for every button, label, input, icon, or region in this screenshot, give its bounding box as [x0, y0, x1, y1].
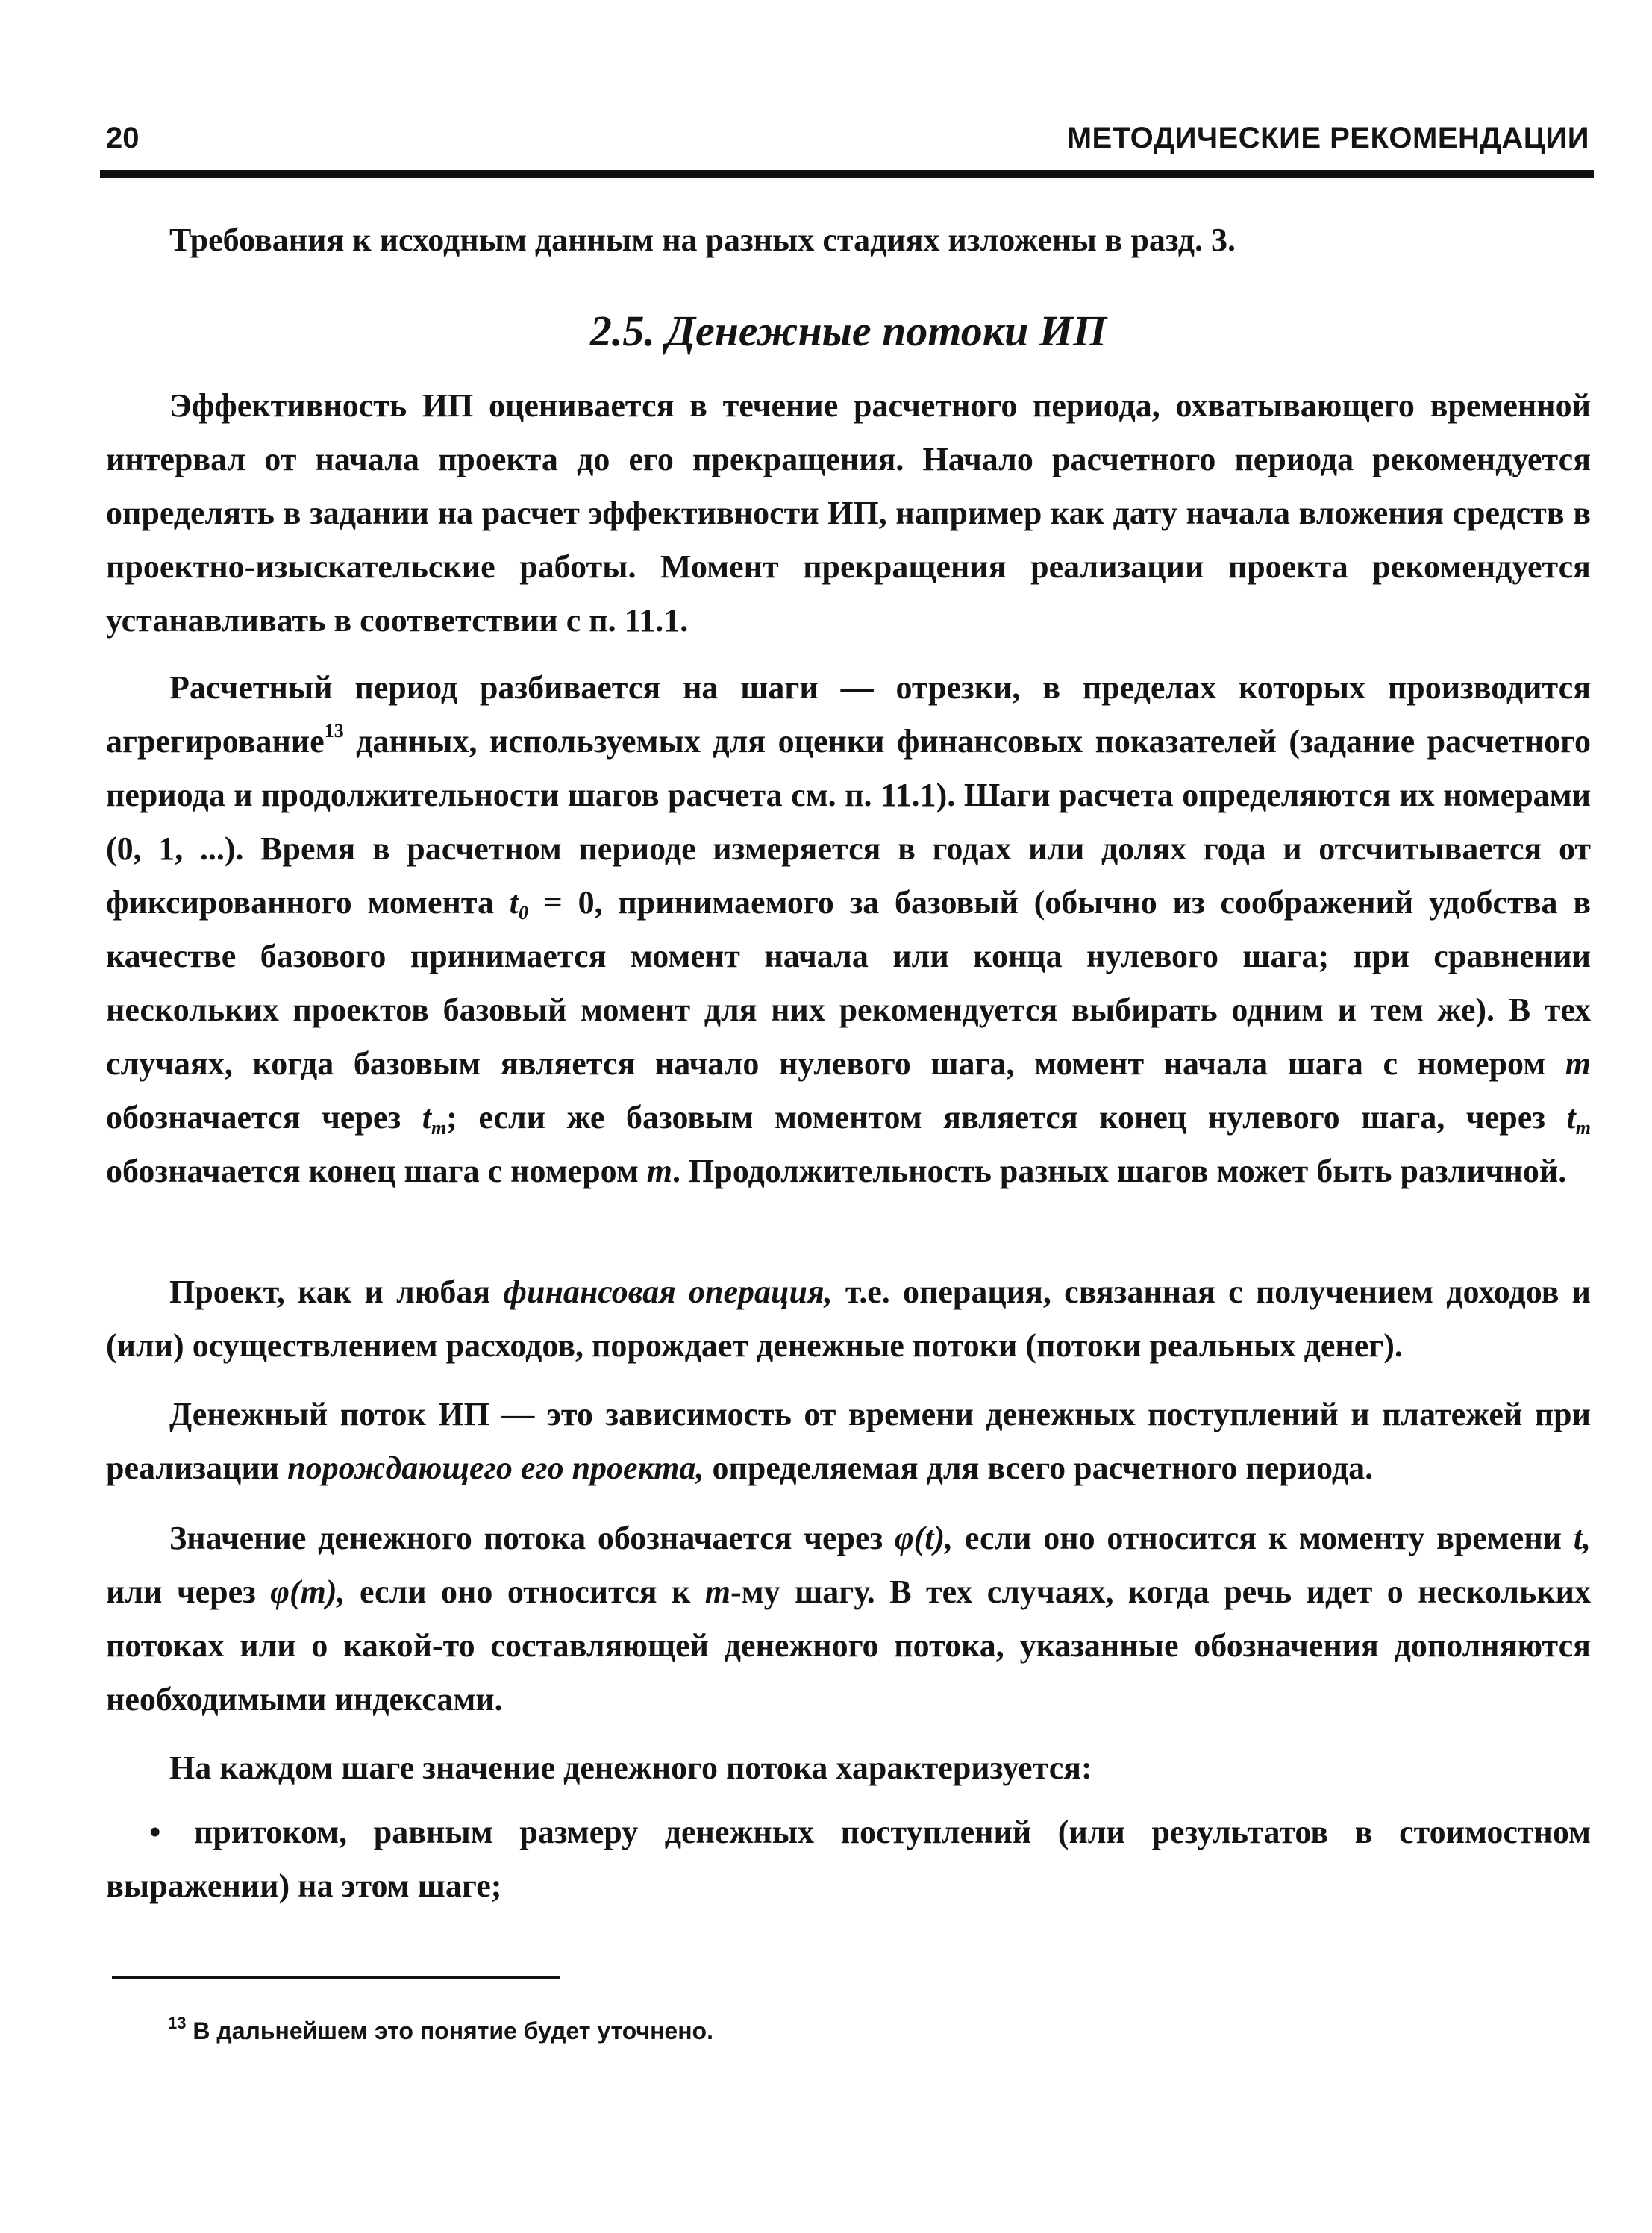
p6-text: На каждом шаге значение денежного потока характеризуется: [169, 1750, 1092, 1786]
p1-text: Эффективность ИП оценивается в течение [169, 387, 854, 424]
intro-paragraph [106, 213, 1591, 267]
p5-text-4: если оно относится к [345, 1573, 705, 1610]
term-cash-flow-ip: Денежный поток ИП [169, 1396, 489, 1432]
symbol-tm: t [422, 1099, 431, 1136]
p4-text-2: определяемая для всего расчетного периода. [704, 1450, 1374, 1486]
symbol-m-2: m [646, 1153, 673, 1189]
p2-text-6: ; если же базовым моментом является конец нулевого шага, через [446, 1099, 1567, 1136]
symbol-t: t [509, 884, 519, 921]
p3-text-2: т.е. операция, связанная с получением доходов и (или) осуществлением расходов, порождает [106, 1274, 1591, 1364]
paragraph-steps [106, 661, 1591, 1198]
italic-generating-project: порождающего его проекта, [287, 1450, 704, 1486]
p2-text-5: обозначается через [106, 1099, 422, 1136]
p5-text-2: если оно относится к моменту времени [953, 1520, 1574, 1556]
symbol-tm-2-subscript: m [1575, 1117, 1591, 1139]
term-calculation-period: расчетного периода, [854, 387, 1160, 424]
header-rule [100, 170, 1594, 178]
running-title: МЕТОДИЧЕСКИЕ РЕКОМЕНДАЦИИ [1066, 122, 1589, 154]
p2-text-7: обозначается конец шага с номером [106, 1153, 647, 1189]
term-steps: шаги [740, 669, 819, 706]
bullet-glyph: • [149, 1814, 161, 1850]
paragraph-calculation-period [106, 379, 1591, 648]
italic-financial-operation: финансовая операция, [503, 1274, 833, 1310]
paragraph-notation [106, 1512, 1591, 1726]
bullet-text: равным размеру денежных поступлений (или результатов в стоимостном выражении) на этом шаге; [106, 1814, 1591, 1904]
p4-text-1: — это зависимость от времени денежных поступлений и платежей при реализации [106, 1396, 1591, 1486]
p3-text-1: Проект, как и любая [169, 1274, 504, 1310]
paragraph-cash-flow-definition [106, 1388, 1591, 1495]
footnote-text: В дальнейшем это понятие будет уточнено. [186, 2017, 713, 2044]
symbol-t-subscript: 0 [519, 902, 529, 924]
p3-text-3: (потоки реальных денег). [1017, 1327, 1403, 1364]
symbol-m-var: m [704, 1573, 731, 1610]
p2-text-1: разбивается на [457, 669, 741, 706]
footnote [168, 2014, 713, 2047]
term-cash-flows: денежные потоки [757, 1327, 1018, 1364]
footnote-rule [112, 1976, 560, 1979]
p1-text-2: охватывающего временной интервал от начала проекта до его прекращения. Начало расчетного периода рекомендуется определять в задании на расчет эффективности ИП, например как дату начала вложения средств в проектно-изыскательские работы. Момент прекращения реализации проекта рекомендуется устанавливать в соответствии с п. 11.1. [106, 387, 1591, 639]
p2-text-3: данных, используемых для оценки финансовых показателей (задание расчетного периода и продолжительности шагов расчета см. п. 11.1). Шаги расчета определяются их номерами (0, 1, ...). Время в расчетном периоде измеряется в годах или долях года и отсчитывается от фиксированного момента [106, 723, 1591, 921]
paragraph-cash-flows [106, 1265, 1591, 1373]
running-header [106, 119, 1589, 172]
footnote-marker: 13 [168, 2014, 187, 2032]
symbol-phi-m: φ(m), [270, 1573, 345, 1610]
term-calculation-period-2: Расчетный период [169, 669, 458, 706]
page-number: 20 [106, 122, 140, 154]
p2-text-2: — отрезки, в пределах которых производится агрегирование [106, 669, 1592, 760]
p5-text-5: -му шагу. В тех случаях, когда речь идет о нескольких потоках или о какой-то составляющей денежного потока, указанные обозначения дополняются необходимыми индексами. [106, 1573, 1592, 1717]
section-heading: 2.5. Денежные потоки ИП [589, 307, 1107, 355]
p5-text-1: Значение денежного потока обозначается через [169, 1520, 895, 1556]
footnote-reference: 13 [324, 720, 344, 742]
intro-text: Требования к исходным данным на разных стадиях изложены в разд. 3. [169, 222, 1236, 258]
symbol-m: m [1565, 1045, 1591, 1082]
term-inflow: притоком, [194, 1814, 348, 1850]
bullet-inflow [106, 1805, 1591, 1913]
symbol-tm-2: t [1566, 1099, 1576, 1136]
symbol-tm-subscript: m [431, 1117, 447, 1139]
symbol-phi-t: φ(t), [894, 1520, 954, 1556]
p2-text-8: . Продолжительность разных шагов может быть различной. [672, 1153, 1567, 1189]
p2-text-4: = 0, принимаемого за базовый (обычно из соображений удобства в качестве базового принимается момент начала или конца нулевого шага; при сравнении нескольких проектов базовый момент для них рекомендуется выбирать одним и тем же). В тех случаях, когда базовым является начало нулевого шага, момент начала шага с номером [106, 884, 1591, 1082]
symbol-t-var: t, [1573, 1520, 1591, 1556]
p5-text-3: или через [106, 1573, 271, 1610]
paragraph-characterization [106, 1741, 1591, 1795]
